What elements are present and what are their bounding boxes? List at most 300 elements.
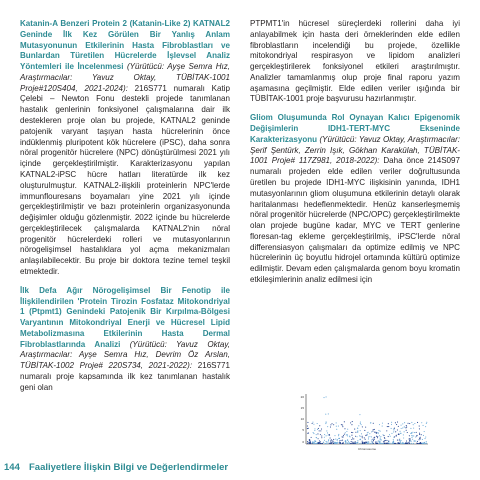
plot-point [309, 443, 310, 444]
plot-point [404, 431, 405, 432]
plot-point [338, 435, 339, 436]
plot-point [344, 434, 345, 435]
plot-point [372, 441, 373, 442]
plot-point [368, 442, 369, 443]
right-column [250, 19, 460, 294]
plot-point [327, 432, 328, 433]
plot-point [374, 429, 375, 430]
plot-point [394, 428, 395, 429]
plot-point [380, 443, 381, 444]
plot-point [408, 438, 409, 439]
plot-point [423, 435, 424, 436]
plot-point [349, 443, 350, 444]
plot-point [389, 443, 390, 444]
plot-point [413, 435, 414, 436]
plot-point [398, 442, 399, 443]
plot-point [311, 437, 312, 438]
plot-point [344, 421, 345, 422]
plot-point [413, 428, 414, 429]
plot-point [401, 428, 402, 429]
plot-point [365, 443, 366, 444]
plot-point [377, 436, 378, 437]
plot-point [380, 439, 381, 440]
plot-point [336, 442, 337, 443]
plot-point [371, 431, 372, 432]
plot-point [425, 443, 426, 444]
section-heading: Katanin-A Benzeri Protein 2 (Katanin-Like 2) KATNAL2 Geninde İlk Kez Görülen Bir Yanlış Anlam Mutasyonunun Etkilerinin Hasta Fibroblastları ve Bunlardan Türetilen Hücrelerde İşlevsel Analiz Yöntemleri ile İncelenmesi [20, 19, 230, 72]
plot-point [328, 441, 329, 442]
plot-point [331, 423, 332, 424]
plot-point [320, 443, 321, 444]
plot-point [411, 432, 412, 433]
plot-point [410, 433, 411, 434]
plot-point [328, 413, 329, 414]
plot-point [343, 435, 344, 436]
plot-point [391, 422, 392, 423]
plot-point [419, 439, 420, 440]
plot-point [407, 443, 408, 444]
plot-point [380, 436, 381, 437]
plot-point [413, 441, 414, 442]
plot-point [308, 428, 309, 429]
plot-point [373, 429, 374, 430]
plot-point [423, 425, 424, 426]
section-meta: (Yürütücü: Yavuz Oktay, Araştırmacılar: Şerif Şentürk, Zerrin Işık, Gökhan Karakülah, TÜBİTAK-1001 Proje# 117Z981, 2018-2022): [250, 134, 460, 166]
plot-point [411, 443, 412, 444]
plot-point [351, 435, 352, 436]
plot-point [392, 443, 393, 444]
plot-point [344, 428, 345, 429]
plot-point [380, 438, 381, 439]
plot-point [396, 435, 397, 436]
plot-point [396, 424, 397, 425]
plot-point [348, 441, 349, 442]
plot-point [312, 422, 313, 423]
plot-point [379, 435, 380, 436]
plot-point [352, 437, 353, 438]
plot-point [354, 442, 355, 443]
plot-point [317, 433, 318, 434]
plot-point [362, 436, 363, 437]
plot-point [342, 443, 343, 444]
footer-title: Faaliyetlere İlişkin Bilgi ve Değerlendirmeler [29, 462, 229, 473]
plot-point [355, 436, 356, 437]
plot-point [335, 443, 336, 444]
plot-point [330, 438, 331, 439]
plot-point [409, 443, 410, 444]
x-axis-label: Chromosome [357, 447, 377, 451]
plot-point [357, 431, 358, 432]
y-tick-label: 10 [300, 417, 304, 421]
plot-point [380, 431, 381, 432]
plot-point [309, 439, 310, 440]
plot-point [402, 442, 403, 443]
plot-point [336, 422, 337, 423]
plot-point [376, 436, 377, 437]
plot-point [385, 443, 386, 444]
plot-point [407, 423, 408, 424]
section-ptpmt1-continued [250, 19, 460, 105]
plot-point [333, 443, 334, 444]
plot-point [382, 443, 383, 444]
plot-point [335, 439, 336, 440]
plot-point [319, 440, 320, 441]
plot-point [312, 423, 313, 424]
plot-point [334, 435, 335, 436]
plot-point [373, 439, 374, 440]
plot-point [315, 441, 316, 442]
plot-point [336, 426, 337, 427]
plot-point [402, 443, 403, 444]
plot-point [332, 440, 333, 441]
plot-point [406, 430, 407, 431]
plot-point [386, 430, 387, 431]
plot-point [383, 434, 384, 435]
plot-point [424, 438, 425, 439]
plot-point [395, 443, 396, 444]
y-tick-label: 0 [302, 440, 304, 444]
plot-point [405, 443, 406, 444]
plot-point [337, 440, 338, 441]
plot-point [422, 439, 423, 440]
plot-point [360, 422, 361, 423]
plot-point [419, 433, 420, 434]
plot-point [345, 440, 346, 441]
plot-point [352, 432, 353, 433]
section-ptpmt1 [20, 286, 230, 394]
plot-point [406, 425, 407, 426]
plot-point [421, 434, 422, 435]
plot-points [307, 396, 427, 444]
plot-point [359, 443, 360, 444]
section-meta: (Yürütücü: Yavuz Oktay, Araştırmacılar: Ayşe Semra Hız, Devrim Öz Arslan, TÜBİTAK-1002 Proje# 220S734, 2021-2022): [20, 339, 230, 371]
plot-point [318, 428, 319, 429]
plot-point [330, 443, 331, 444]
plot-point [307, 425, 308, 426]
plot-point [406, 426, 407, 427]
plot-point [410, 438, 411, 439]
plot-point [412, 439, 413, 440]
plot-point [312, 442, 313, 443]
plot-point [360, 423, 361, 424]
plot-point [402, 427, 403, 428]
plot-point [373, 423, 374, 424]
plot-point [357, 440, 358, 441]
plot-point [418, 443, 419, 444]
plot-point [350, 443, 351, 444]
plot-point [324, 434, 325, 435]
plot-point [327, 443, 328, 444]
plot-point [417, 441, 418, 442]
section-gliom [250, 113, 460, 286]
plot-point [347, 435, 348, 436]
plot-point [366, 435, 367, 436]
plot-point [419, 426, 420, 427]
plot-point [362, 443, 363, 444]
plot-point [397, 429, 398, 430]
plot-point [376, 443, 377, 444]
plot-point [347, 439, 348, 440]
plot-point [419, 428, 420, 429]
plot-point [362, 437, 363, 438]
plot-point [353, 438, 354, 439]
plot-point [307, 422, 308, 423]
plot-point [420, 438, 421, 439]
plot-point [380, 441, 381, 442]
plot-point [381, 439, 382, 440]
plot-point [324, 440, 325, 441]
plot-point [328, 440, 329, 441]
plot-point [328, 435, 329, 436]
plot-point [307, 443, 308, 444]
plot-point [394, 443, 395, 444]
plot-point [365, 427, 366, 428]
plot-point [395, 422, 396, 423]
plot-point [329, 435, 330, 436]
plot-point [390, 436, 391, 437]
plot-point [395, 431, 396, 432]
plot-point [386, 443, 387, 444]
plot-point [320, 434, 321, 435]
plot-point [387, 426, 388, 427]
plot-point [409, 440, 410, 441]
plot-point [382, 426, 383, 427]
plot-point [351, 439, 352, 440]
plot-point [416, 443, 417, 444]
plot-point [414, 432, 415, 433]
plot-point [385, 440, 386, 441]
plot-point [376, 433, 377, 434]
plot-point [403, 434, 404, 435]
plot-point [403, 443, 404, 444]
plot-point [369, 433, 370, 434]
plot-point [365, 442, 366, 443]
plot-point [419, 434, 420, 435]
plot-point [384, 437, 385, 438]
plot-point [340, 442, 341, 443]
plot-point [329, 443, 330, 444]
plot-point [409, 435, 410, 436]
plot-point [420, 437, 421, 438]
plot-point [318, 442, 319, 443]
plot-point [400, 443, 401, 444]
plot-point [320, 430, 321, 431]
plot-point [325, 423, 326, 424]
plot-point [342, 426, 343, 427]
plot-point [413, 443, 414, 444]
plot-point [314, 430, 315, 431]
plot-point [321, 443, 322, 444]
plot-point [317, 429, 318, 430]
plot-point [338, 438, 339, 439]
plot-point [338, 426, 339, 427]
plot-point [338, 434, 339, 435]
plot-point [393, 439, 394, 440]
plot-point [410, 428, 411, 429]
plot-point [425, 426, 426, 427]
plot-point [426, 423, 427, 424]
page-number: 144 [4, 462, 20, 473]
plot-point [330, 427, 331, 428]
plot-point [368, 438, 369, 439]
plot-point [399, 439, 400, 440]
plot-point [397, 422, 398, 423]
plot-point [398, 426, 399, 427]
y-tick-label: 15 [300, 406, 304, 410]
plot-point [420, 442, 421, 443]
plot-point [307, 441, 308, 442]
plot-point [360, 439, 361, 440]
plot-point [379, 424, 380, 425]
plot-point [400, 431, 401, 432]
plot-point [347, 429, 348, 430]
plot-point [349, 436, 350, 437]
plot-point [413, 424, 414, 425]
plot-point [415, 436, 416, 437]
plot-point [316, 434, 317, 435]
plot-point [319, 425, 320, 426]
plot-point [383, 441, 384, 442]
plot-point [402, 423, 403, 424]
plot-point [351, 424, 352, 425]
plot-point [307, 433, 308, 434]
plot-point [403, 437, 404, 438]
plot-point [416, 432, 417, 433]
manhattan-plot-figure [296, 392, 431, 452]
section-heading: İlk Defa Ağır Nörogelişimsel Bir Fenotip ile İlişkilendirilen 'Protein Tirozin Fosfataz Mitokondriyal 1 (Ptpmt1) Genindeki Patojenik Bir Kırpılma-Bölgesi Varyantının Mitokondriyal Enerji ve Hücresel Lipid Metabolizmasına Etkilerinin Hasta Dermal Fibroblastlarında Analizi [20, 285, 230, 349]
plot-point [371, 443, 372, 444]
plot-point [388, 426, 389, 427]
plot-point [326, 430, 327, 431]
plot-point [316, 437, 317, 438]
section-body: 216S771 numaralı proje kapsamında ilk kez tanımlanan hastalık geni olan [20, 361, 230, 392]
plot-point [355, 443, 356, 444]
plot-point [406, 440, 407, 441]
section-body: Daha önce 214S097 numaralı projeden elde edilen veriler doğrultusunda üretilen bu projede IDH1-MYC ilişkisinin yanında, IDH1 mutasyonlarının gliom oluşumuna etkilerinin detaylı olarak haritalanması hedeflenmektedir. Henüz kanserleşmemiş nöral progenitör hücrelerde (NPC/OPC) gerçekleştirilmekte olan projede bugüne kadar, MYC ve TERT genlerine floresan-tag ekleme gerçekleştirilmiş, iPSC'lerde nöral differensiasyon çalışmaları da optimize edilmiş ve NPC hücrelerinin üç boyutlu hidrojel ortamında kültürü optimize edilmiştir. Devam eden çalışmalarda genom boyu kromatin etkileşimlerinin analiz edilmesi için [250, 156, 460, 284]
plot-point [314, 428, 315, 429]
plot-point [384, 441, 385, 442]
section-body: 216S771 numaralı Katip Çelebi – Newton Fonu destekli projede tanımlanan hastalık genlerinin fonksiyonel çalışmalarına dair ilk destekleren proje olan bu projede, KATNAL2 geninde patojenik varyant taşıyan hasta hücrelerinin önce indüklenmiş pluripotent kök hücrelere (iPSC), daha sonra nöral progenitör hücrelere (NPC) dönüştürülmesi 2021 yılı içinde gerçekleştirilmiştir. Karakterizasyonu yapılan KATNAL2-iPSC hücre hatları literatürde ilk kez oluşturulmuştur. KATNAL2-ilişkili proteinlerin NPC'lerde immunflouresans boyamaları yine 2021 yılı içinde gerçekleştirilmiştir ve bazı proteinlerin organizasyonunda değişimler olduğu gözlenmiştir. 2022 içinde bu hücrelerde gerçekleştirilecek çalışmalarda KATNAL2'nin nöral progenitör hücrelerdeki rolleri ve mutasyonlarının nörogelişimsel hastalıklara yol açma mekanizmaları anlaşılabilecektir. Bu proje bir doktora tezine temel teşkil etmektedir. [20, 83, 230, 276]
plot-point [377, 432, 378, 433]
plot-point [370, 443, 371, 444]
plot-point [347, 442, 348, 443]
plot-point [353, 443, 354, 444]
plot-point [327, 426, 328, 427]
plot-point [378, 430, 379, 431]
plot-point [391, 433, 392, 434]
plot-point [416, 435, 417, 436]
plot-point [334, 442, 335, 443]
plot-point [397, 443, 398, 444]
plot-point [411, 422, 412, 423]
plot-point [360, 443, 361, 444]
plot-point [371, 439, 372, 440]
plot-point [333, 439, 334, 440]
plot-point [356, 442, 357, 443]
y-tick-label: 5 [302, 428, 304, 432]
section-heading: Gliom Oluşumunda Rol Oynayan Kalıcı Epigenomik Değişimlerin IDH1-TERT-MYC Ekseninde Karakterizasyonu [250, 113, 460, 144]
plot-point [321, 435, 322, 436]
plot-point [336, 429, 337, 430]
plot-point [326, 396, 327, 397]
plot-point [388, 423, 389, 424]
plot-point [341, 424, 342, 425]
plot-point [412, 432, 413, 433]
plot-point [357, 436, 358, 437]
plot-point [421, 422, 422, 423]
plot-point [426, 422, 427, 423]
plot-point [352, 442, 353, 443]
plot-point [320, 441, 321, 442]
plot-point [424, 431, 425, 432]
plot-point [333, 441, 334, 442]
plot-point [374, 437, 375, 438]
plot-point [411, 437, 412, 438]
plot-point [360, 436, 361, 437]
plot-point [364, 443, 365, 444]
plot-point [319, 430, 320, 431]
plot-point [394, 436, 395, 437]
plot-point [364, 437, 365, 438]
plot-point [326, 435, 327, 436]
plot-point [343, 442, 344, 443]
plot-point [414, 423, 415, 424]
plot-point [391, 424, 392, 425]
plot-point [325, 422, 326, 423]
plot-point [409, 442, 410, 443]
plot-point [377, 441, 378, 442]
plot-point [375, 442, 376, 443]
plot-point [369, 436, 370, 437]
plot-point [422, 443, 423, 444]
plot-point [317, 423, 318, 424]
plot-point [399, 443, 400, 444]
plot-point [401, 425, 402, 426]
plot-point [377, 437, 378, 438]
section-body: PTPMT1'in hücresel süreçlerdeki rollerini daha iyi anlayabilmek için hasta deri örneklerinden elde edilen fibroblastların incelendiği bu projede, özellikle mitokondriyal respirasyon ve lipidom analizleri gerçekleştirilerek fonksiyonel etkileri araştırılmıştır. Analizler tamamlanmış olup proje final raporu yazım aşamasına geçilmiştir. Elde edilen veriler ışığında bir TÜBİTAK-1001 proje başvurusu hazırlanmıştır. [250, 19, 460, 104]
plot-point [417, 422, 418, 423]
plot-point [313, 433, 314, 434]
plot-point [357, 442, 358, 443]
plot-point [388, 436, 389, 437]
plot-point [364, 430, 365, 431]
left-column [20, 19, 230, 402]
section-katnal2 [20, 19, 230, 278]
plot-point [354, 429, 355, 430]
plot-point [382, 423, 383, 424]
plot-point [326, 441, 327, 442]
plot-point [426, 443, 427, 444]
plot-point [339, 440, 340, 441]
y-axis [301, 394, 306, 444]
plot-point [399, 440, 400, 441]
plot-point [368, 437, 369, 438]
plot-point [370, 422, 371, 423]
plot-point [374, 439, 375, 440]
plot-point [400, 433, 401, 434]
plot-point [315, 443, 316, 444]
plot-point [378, 433, 379, 434]
plot-point [377, 443, 378, 444]
plot-point [375, 441, 376, 442]
plot-point [372, 431, 373, 432]
plot-point [379, 442, 380, 443]
plot-point [342, 440, 343, 441]
plot-point [373, 443, 374, 444]
plot-point [361, 424, 362, 425]
plot-point [366, 443, 367, 444]
plot-point [411, 441, 412, 442]
